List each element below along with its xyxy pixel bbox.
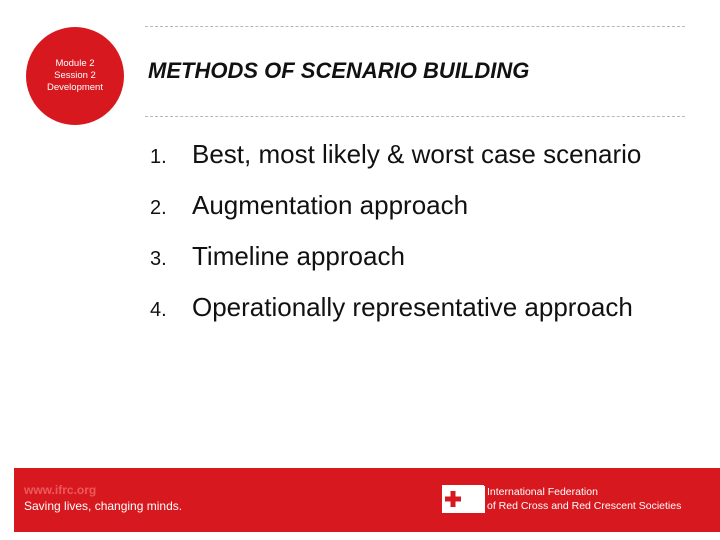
title-divider [145, 116, 685, 117]
logo-divider [484, 486, 485, 513]
module-badge [26, 27, 124, 125]
list-number: 2. [150, 197, 167, 219]
slide-title: METHODS OF SCENARIO BUILDING [148, 58, 530, 83]
red-cross-icon [445, 491, 461, 507]
red-crescent-icon [467, 491, 481, 507]
footer-tagline: Saving lives, changing minds. [24, 499, 183, 513]
top-divider [145, 26, 685, 27]
list-text: Best, most likely & worst case scenario [192, 139, 642, 169]
module-label: Module 2 [55, 58, 95, 69]
list-item [150, 139, 641, 170]
organization-name [487, 485, 681, 513]
list-number: 3. [150, 248, 167, 270]
footer-url-link[interactable]: www.ifrc.org [24, 483, 97, 497]
session-label: Session 2 [54, 70, 96, 81]
list-item [150, 292, 633, 323]
list-text: Operationally representative approach [192, 292, 633, 322]
list-item [150, 190, 468, 221]
list-text: Timeline approach [192, 241, 405, 271]
topic-label: Development [47, 82, 103, 93]
list-item [150, 241, 405, 272]
ifrc-logo [442, 485, 484, 513]
list-number: 1. [150, 146, 167, 168]
organization-line-2: of Red Cross and Red Crescent Societies [487, 500, 682, 512]
list-text: Augmentation approach [192, 190, 469, 220]
footer-bar [14, 468, 720, 532]
list-number: 4. [150, 299, 167, 321]
organization-line-1: International Federation [487, 486, 598, 498]
